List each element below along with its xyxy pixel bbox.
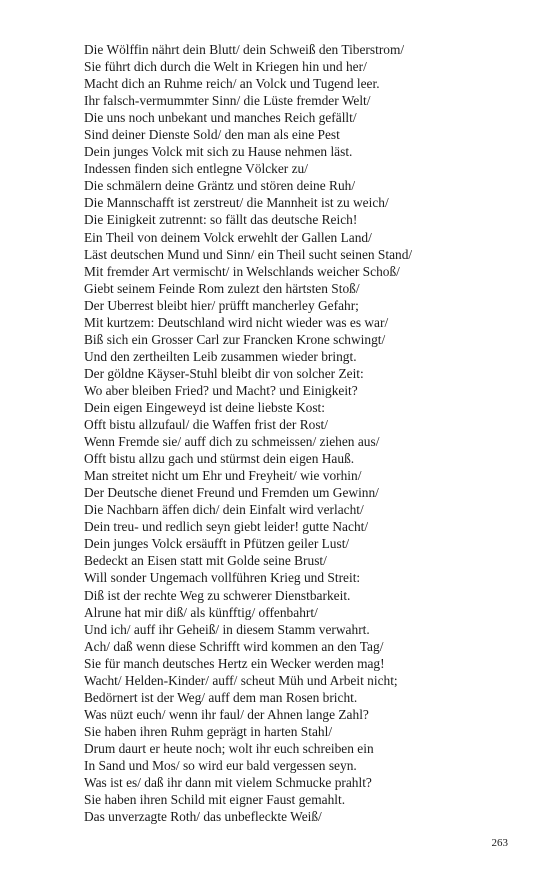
- poem-line: Sind deiner Dienste Sold/ den man als eine Pest: [84, 127, 340, 143]
- poem-line: Sie führt dich durch die Welt in Kriegen hin und her/: [84, 59, 367, 75]
- poem-line: Was nüzt euch/ wenn ihr faul/ der Ahnen lange Zahl?: [84, 706, 369, 722]
- poem-line: Sie haben ihren Schild mit eigner Faust gemahlt.: [84, 792, 346, 808]
- poem-line: Wenn Fremde sie/ auff dich zu schmeissen/ ziehen aus/: [84, 434, 380, 450]
- poem-line: Das unverzagte Roth/ das unbefleckte Weiß/: [84, 809, 322, 825]
- page-number: 263: [491, 837, 508, 849]
- poem-line: Die Wölffin nährt dein Blutt/ dein Schweiß den Tiberstrom/: [84, 42, 405, 57]
- poem-line: Will sonder Ungemach vollführen Krieg und Streit:: [84, 570, 361, 586]
- poem-line: Drum daurt er heute noch; wolt ihr euch schreiben ein: [84, 740, 374, 756]
- poem-line: Und ich/ auff ihr Geheiß/ in diesem Stamm verwahrt.: [84, 621, 370, 637]
- poem-line: Offt bistu allzu gach und stürmst dein eigen Hauß.: [84, 451, 355, 467]
- poem-line: Was ist es/ daß ihr dann mit vielem Schmucke prahlt?: [84, 775, 372, 791]
- poem-line: Der göldne Käyser-Stuhl bleibt dir von solcher Zeit:: [84, 365, 364, 381]
- poem-line: Macht dich an Ruhme reich/ an Volck und Tugend leer.: [84, 76, 380, 92]
- poem-line: Der Uberrest bleibt hier/ prüfft mancherley Gefahr;: [84, 297, 359, 313]
- poem-line: Dein eigen Eingeweyd ist deine liebste Kost:: [84, 399, 325, 415]
- poem-line: Ihr falsch-vermummter Sinn/ die Lüste fremder Welt/: [84, 93, 371, 109]
- poem-line: Indessen finden sich entlegne Völcker zu/: [84, 161, 308, 177]
- poem-line: Der Deutsche dienet Freund und Fremden um Gewinn/: [84, 485, 379, 501]
- poem-line: Ein Theil von deinem Volck erwehlt der Gallen Land/: [84, 229, 372, 245]
- poem-line: Mit fremder Art vermischt/ in Welschlands weicher Schoß/: [84, 263, 400, 279]
- poem-line: Die Mannschafft ist zerstreut/ die Mannheit ist zu weich/: [84, 195, 389, 211]
- poem-line: Diß ist der rechte Weg zu schwerer Dienstbarkeit.: [84, 587, 351, 603]
- poem-line: Mit kurtzem: Deutschland wird nicht wieder was es war/: [84, 314, 389, 330]
- poem-line: Dein junges Volck mit sich zu Hause nehmen läst.: [84, 144, 353, 160]
- poem-line: Ach/ daß wenn diese Schrifft wird kommen an den Tag/: [84, 638, 384, 654]
- poem-line: Offt bistu allzufaul/ die Waffen frist der Rost/: [84, 417, 328, 433]
- poem-line: Giebt seinem Feinde Rom zulezt den härtsten Stoß/: [84, 280, 360, 296]
- poem-line: Die Nachbarn äffen dich/ dein Einfalt wird verlacht/: [84, 502, 364, 518]
- poem-line: Bedörnert ist der Weg/ auff dem man Rosen bricht.: [84, 689, 358, 705]
- poem-line: Die schmälern deine Gräntz und stören deine Ruh/: [84, 178, 356, 194]
- poem-line: In Sand und Mos/ so wird eur bald vergessen seyn.: [84, 757, 357, 773]
- poem-line: Läst deutschen Mund und Sinn/ ein Theil sucht seinen Stand/: [84, 246, 413, 262]
- poem-line: Bedeckt an Eisen statt mit Golde seine Brust/: [84, 553, 327, 569]
- poem-line: Sie haben ihren Ruhm geprägt in harten Stahl/: [84, 723, 333, 739]
- poem-line: Man streitet nicht um Ehr und Freyheit/ wie vorhin/: [84, 468, 362, 484]
- poem-line: Und den zertheilten Leib zusammen wieder bringt.: [84, 348, 357, 364]
- poem-text-block: [84, 41, 524, 825]
- poem-line: Die Einigkeit zutrennt: so fällt das deutsche Reich!: [84, 212, 358, 228]
- poem-line: Wacht/ Helden-Kinder/ auff/ scheut Müh und Arbeit nicht;: [84, 672, 398, 688]
- poem-line: Dein junges Volck ersäufft in Pfützen geiler Lust/: [84, 536, 350, 552]
- poem-line: Alrune hat mir diß/ als künfftig/ offenbahrt/: [84, 604, 318, 620]
- poem-line: Wo aber bleiben Fried? und Macht? und Einigkeit?: [84, 382, 358, 398]
- poem-line: Die uns noch unbekant und manches Reich gefällt/: [84, 110, 357, 126]
- poem-line: Biß sich ein Grosser Carl zur Francken Krone schwingt/: [84, 331, 386, 347]
- poem-line: Sie für manch deutsches Hertz ein Wecker werden mag!: [84, 655, 385, 671]
- poem-line: Dein treu- und redlich seyn giebt leider! gutte Nacht/: [84, 519, 369, 535]
